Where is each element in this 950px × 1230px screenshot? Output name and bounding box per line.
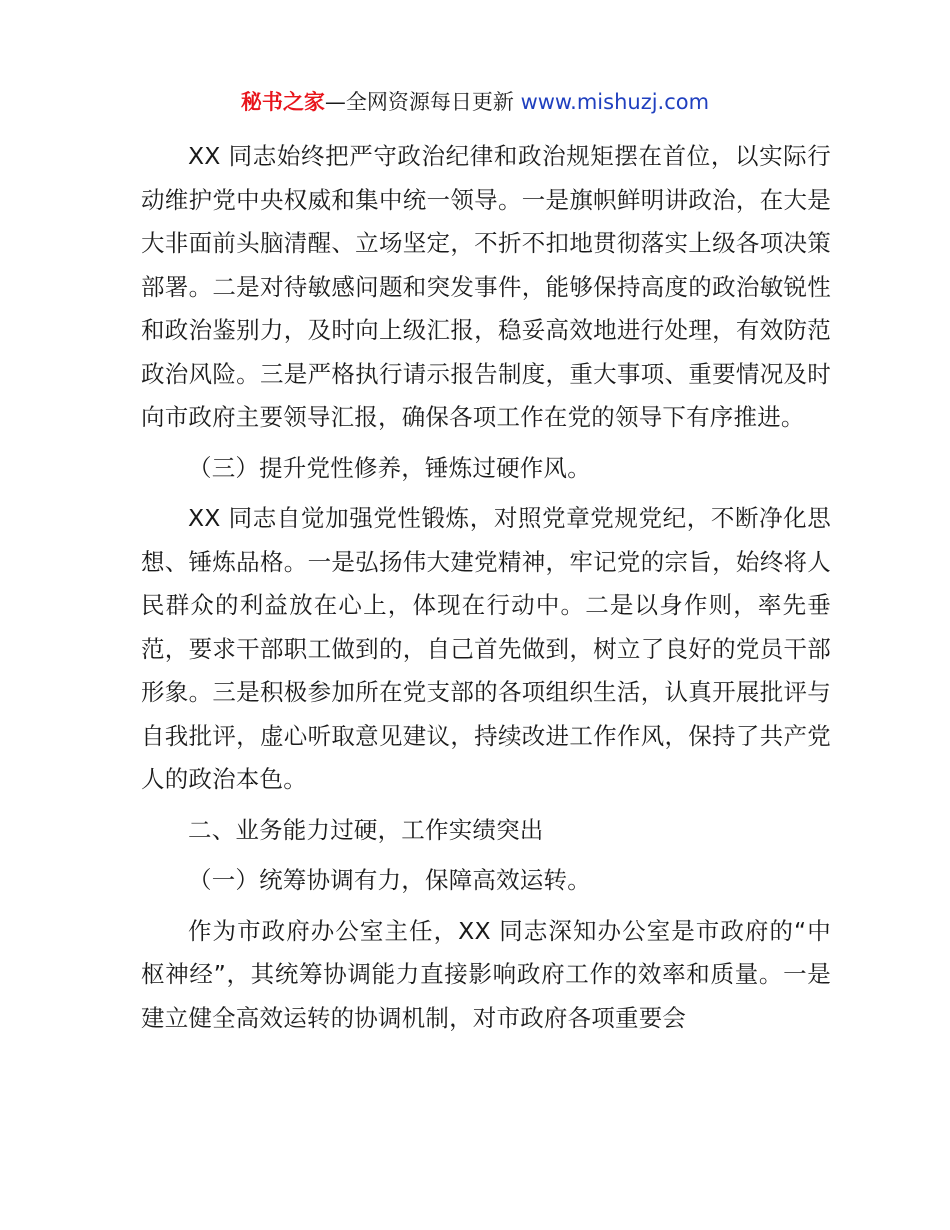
paragraph-political-discipline: XX 同志始终把严守政治纪律和政治规矩摆在首位，以实际行动维护党中央权威和集中统一领导。一是旗帜鲜明讲政治，在大是大非面前头脑清醒、立场坚定，不折不扣地贯彻落实上级各项决策部署。二是对待敏感问题和突发事件，能够保持高度的政治敏锐性和政治鉴别力，及时向上级汇报，稳妥高效地进行处理，有效防范政治风险。三是严格执行请示报告制度，重大事项、重要情况及时向市政府主要领导汇报，确保各项工作在党的领导下有序推进。	[141, 142, 831, 431]
section-heading-party-spirit: （三）提升党性修养，锤炼过硬作风。	[188, 453, 591, 482]
paragraph-coordination: 作为市政府办公室主任，XX 同志深知办公室是市政府的“中枢神经”，其统筹协调能力直接影响政府工作的效率和质量。一是建立健全高效运转的协调机制，对市政府各项重要会	[141, 916, 831, 1032]
site-url-link[interactable]: www.mishuzj.com	[520, 90, 710, 114]
paragraph-party-spirit: XX 同志自觉加强党性锻炼，对照党章党规党纪，不断净化思想、锤炼品格。一是弘扬伟大建党精神，牢记党的宗旨，始终将人民群众的利益放在心上，体现在行动中。二是以身作则，率先垂范，要求干部职工做到的，自己首先做到，树立了良好的党员干部形象。三是积极参加所在党支部的各项组织生活，认真开展批评与自我批评，虚心听取意见建议，持续改进工作作风，保持了共产党人的政治本色。	[141, 504, 831, 793]
section-heading-business-ability: 二、业务能力过硬，工作实绩突出	[188, 815, 544, 844]
section-heading-coordination: （一）统筹协调有力，保障高效运转。	[188, 866, 591, 894]
site-header	[0, 88, 950, 116]
site-slogan: —全网资源每日更新	[324, 90, 521, 114]
document-body	[141, 135, 831, 1047]
site-brand: 秘书之家	[240, 90, 325, 114]
